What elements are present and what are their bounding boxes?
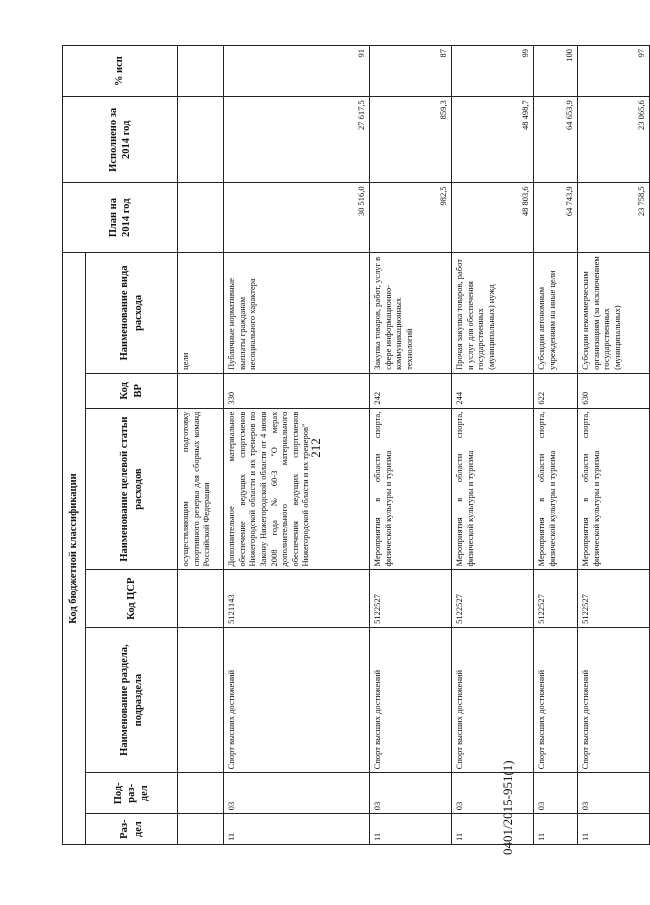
cell-ispolneno: 23 065,6 bbox=[578, 97, 650, 183]
cell-kod-csr: 5121143 bbox=[224, 570, 370, 627]
cell-kod-csr: 5122527 bbox=[534, 570, 578, 627]
cell-ispolneno: 859,3 bbox=[370, 97, 452, 183]
cell-kod-csr bbox=[178, 570, 224, 627]
cell-podrazdel: 03 bbox=[578, 773, 650, 814]
header-kod-csr: Код ЦСР bbox=[86, 570, 178, 627]
cell-ispolneno: 64 653,9 bbox=[534, 97, 578, 183]
cell-percent bbox=[178, 46, 224, 97]
cell-ispolneno: 27 617,5 bbox=[224, 97, 370, 183]
document-code: 0401/2015-951(1) bbox=[500, 760, 515, 855]
table-row bbox=[578, 46, 650, 845]
cell-name-vr: Публичные нормативные выплаты гражданам несоциального характера bbox=[224, 252, 370, 373]
cell-podrazdel bbox=[178, 773, 224, 814]
group-header-budget-classification: Код бюджетной классификации bbox=[63, 252, 86, 844]
cell-percent: 100 bbox=[534, 46, 578, 97]
cell-kod-csr: 5122527 bbox=[370, 570, 452, 627]
cell-name-razdel: Спорт высших достижений bbox=[578, 627, 650, 772]
cell-ispolneno bbox=[178, 97, 224, 183]
cell-name-vr: Закупка товаров, работ, услуг в сфере информационно-коммуникационных технологий bbox=[370, 252, 452, 373]
cell-kod-vr bbox=[178, 373, 224, 408]
cell-percent: 91 bbox=[224, 46, 370, 97]
cell-razdel: 11 bbox=[370, 814, 452, 845]
header-podrazdel: Под-раз-дел bbox=[86, 773, 178, 814]
cell-podrazdel: 03 bbox=[534, 773, 578, 814]
cell-name-razdel: Спорт высших достижений bbox=[534, 627, 578, 772]
cell-name-razdel bbox=[178, 627, 224, 772]
cell-razdel: 11 bbox=[452, 814, 534, 845]
header-percent: % исп bbox=[63, 46, 178, 97]
cell-kod-vr: 330 bbox=[224, 373, 370, 408]
cell-podrazdel: 03 bbox=[370, 773, 452, 814]
table-row bbox=[534, 46, 578, 845]
cell-kod-csr: 5122527 bbox=[452, 570, 534, 627]
cell-plan: 64 743,9 bbox=[534, 183, 578, 253]
cell-percent: 87 bbox=[370, 46, 452, 97]
cell-name-vr: Прочая закупка товаров, работ и услуг для обеспечения государственных (муниципальных) нужд bbox=[452, 252, 534, 373]
header-kod-vr: Код ВР bbox=[86, 373, 178, 408]
cell-razdel: 11 bbox=[534, 814, 578, 845]
cell-name-csr: Мероприятия в области спорта, физической культуры и туризма bbox=[534, 408, 578, 570]
cell-kod-vr: 630 bbox=[578, 373, 650, 408]
cell-ispolneno: 48 498,7 bbox=[452, 97, 534, 183]
table-row bbox=[178, 46, 224, 845]
table-row bbox=[224, 46, 370, 845]
cell-name-csr: Дополнительное материальное обеспечение ведущих спортсменов Нижегородской области и их тренеров по Закону Нижегородской области от 4 июня 2008 года №60-З "О мерах дополнительного материального обеспечения ведущих спортсменов Нижегородской области и их тренеров" bbox=[224, 408, 370, 570]
cell-kod-vr: 242 bbox=[370, 373, 452, 408]
cell-name-razdel: Спорт высших достижений bbox=[452, 627, 534, 772]
header-razdel: Раз-дел bbox=[86, 814, 178, 845]
cell-name-csr: осуществляющим подготовку спортивного резерва для сборных команд Российской Федерации bbox=[178, 408, 224, 570]
cell-podrazdel: 03 bbox=[224, 773, 370, 814]
cell-plan bbox=[178, 183, 224, 253]
cell-name-vr: цели bbox=[178, 252, 224, 373]
cell-name-razdel: Спорт высших достижений bbox=[224, 627, 370, 772]
cell-plan: 30 516,0 bbox=[224, 183, 370, 253]
cell-plan: 23 758,5 bbox=[578, 183, 650, 253]
cell-razdel bbox=[178, 814, 224, 845]
header-ispolneno: Исполнено за 2014 год bbox=[63, 97, 178, 183]
header-name-razdel: Наименование раздела, подраздела bbox=[86, 627, 178, 772]
header-plan: План на 2014 год bbox=[63, 183, 178, 253]
cell-name-csr: Мероприятия в области спорта, физической культуры и туризма bbox=[452, 408, 534, 570]
table-row bbox=[370, 46, 452, 845]
cell-percent: 97 bbox=[578, 46, 650, 97]
header-name-csr: Наименование целевой статьи расходов bbox=[86, 408, 178, 570]
page-number: 212 bbox=[307, 438, 323, 458]
budget-classification-table bbox=[62, 45, 650, 845]
header-name-vr: Наименование вида расхода bbox=[86, 252, 178, 373]
cell-razdel: 11 bbox=[578, 814, 650, 845]
cell-percent: 99 bbox=[452, 46, 534, 97]
cell-name-vr: Субсидии некоммерческим организациям (за исключением государственных (муниципальных) bbox=[578, 252, 650, 373]
cell-podrazdel: 03 bbox=[452, 773, 534, 814]
cell-kod-vr: 622 bbox=[534, 373, 578, 408]
cell-razdel: 11 bbox=[224, 814, 370, 845]
cell-plan: 982,5 bbox=[370, 183, 452, 253]
cell-plan: 48 803,6 bbox=[452, 183, 534, 253]
cell-name-vr: Субсидии автономным учреждениям на иные цели bbox=[534, 252, 578, 373]
cell-kod-csr: 5122527 bbox=[578, 570, 650, 627]
cell-name-razdel: Спорт высших достижений bbox=[370, 627, 452, 772]
cell-name-csr: Мероприятия в области спорта, физической культуры и туризма bbox=[578, 408, 650, 570]
budget-table-container bbox=[62, 45, 647, 845]
cell-name-csr: Мероприятия в области спорта, физической культуры и туризма bbox=[370, 408, 452, 570]
cell-kod-vr: 244 bbox=[452, 373, 534, 408]
table-row bbox=[452, 46, 534, 845]
